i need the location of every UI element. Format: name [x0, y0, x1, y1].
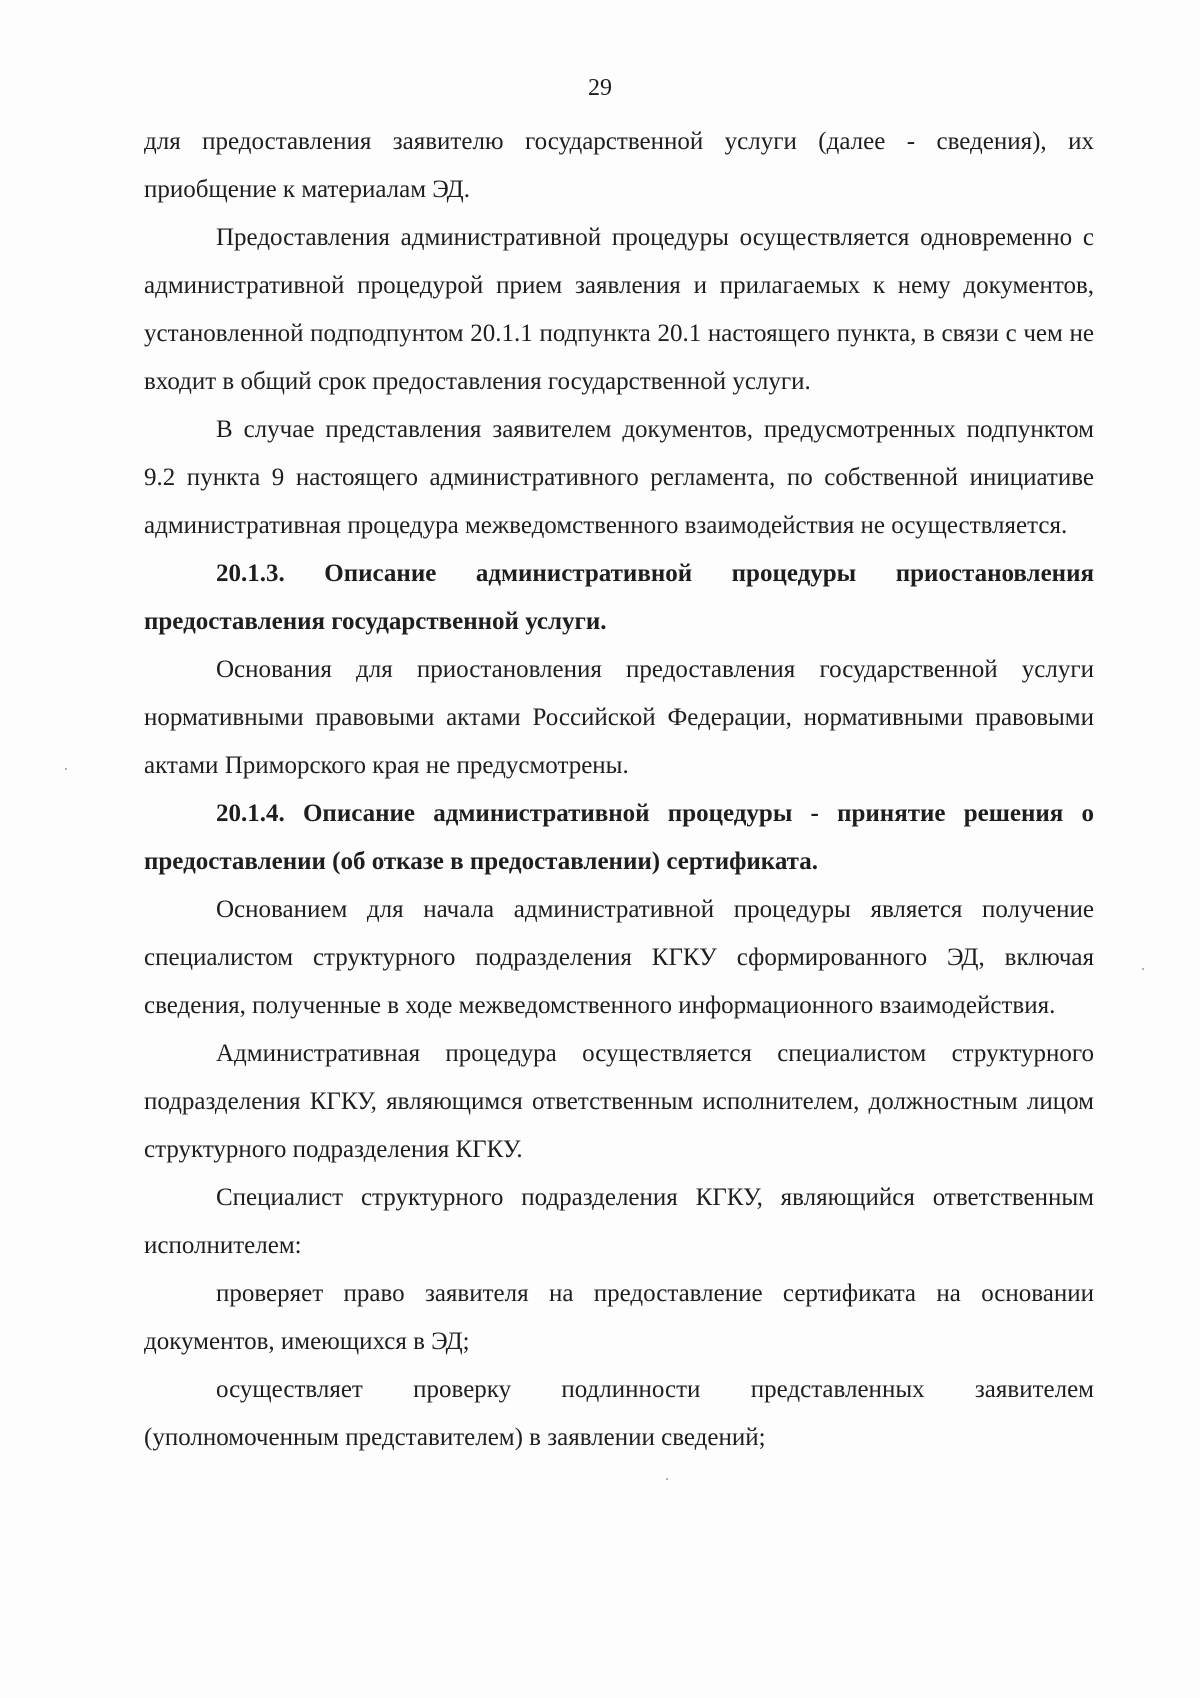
paragraph-own-initiative: В случае представления заявителем документов, предусмотренных подпунктом 9.2 пункта 9 настоящего административного регламента, по собственной инициативе административная процедура межведомственного взаимодействия не осуществляется.	[144, 416, 1094, 539]
paragraph-procedure-timing: Предоставления административной процедуры осуществляется одновременно с административной процедурой прием заявления и прилагаемых к нему документов, установленной подподпунтом 20.1.1 подпункта 20.1 настоящего пункта, в связи с чем не входит в общий срок предоставления государственной услуги.	[144, 224, 1094, 395]
paragraph-responsible-specialist: Административная процедура осуществляется специалистом структурного подразделения КГКУ, являющимся ответственным исполнителем, должностным лицом структурного подразделения КГКУ.	[144, 1040, 1094, 1163]
section-heading-20-1-4: 20.1.4. Описание административной процедуры - принятие решения о предоставлении (об отказе в предоставлении) сертификата.	[144, 800, 1094, 875]
page-number: 29	[588, 75, 612, 101]
document-body	[144, 118, 1094, 1462]
scan-speck	[1142, 968, 1144, 970]
list-item-check-authenticity: осуществляет проверку подлинности представленных заявителем (уполномоченным представителем) в заявлении сведений;	[144, 1376, 1094, 1451]
scan-speck	[65, 768, 67, 770]
section-heading-20-1-3: 20.1.3. Описание административной процедуры приостановления предоставления государственной услуги.	[144, 560, 1094, 635]
list-item-check-right: проверяет право заявителя на предоставление сертификата на основании документов, имеющихся в ЭД;	[144, 1280, 1094, 1355]
paragraph-suspension-grounds: Основания для приостановления предоставления государственной услуги нормативными правовыми актами Российской Федерации, нормативными правовыми актами Приморского края не предусмотрены.	[144, 656, 1094, 779]
paragraph-procedure-basis: Основанием для начала административной процедуры является получение специалистом структурного подразделения КГКУ сформированного ЭД, включая сведения, полученные в ходе межведомственного информационного взаимодействия.	[144, 896, 1094, 1019]
paragraph-specialist-intro: Специалист структурного подразделения КГКУ, являющийся ответственным исполнителем:	[144, 1184, 1094, 1259]
scan-speck	[666, 1478, 668, 1480]
paragraph-continuation: для предоставления заявителю государственной услуги (далее - сведения), их приобщение к материалам ЭД.	[144, 128, 1094, 203]
